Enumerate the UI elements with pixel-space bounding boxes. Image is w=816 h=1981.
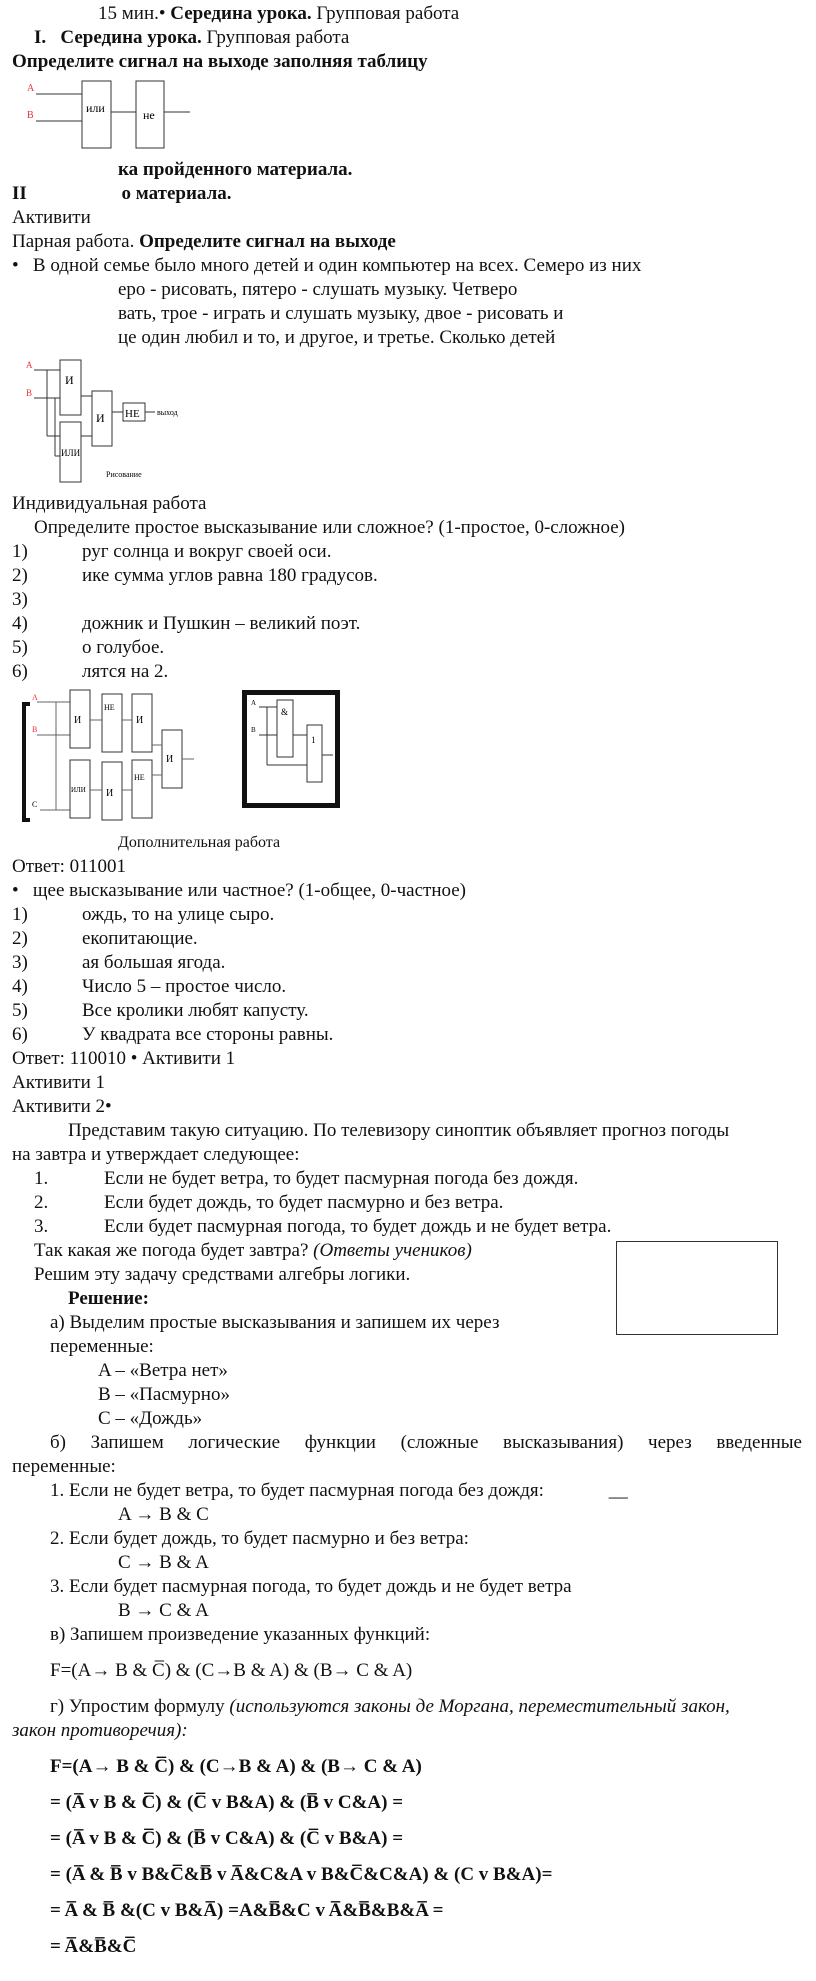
header-line (12, 2, 802, 26)
pair-work-label: Парная работа. (12, 231, 135, 252)
item-text: ая большая ягода. (82, 952, 226, 973)
derivation-step: = (A̅ v B & C̅) & (C̅ v B&A) & (B̅ v C&A) = (50, 1792, 404, 1813)
step-v: в) Запишем произведение указанных функций: (50, 1624, 431, 1645)
section-sub: Групповая работа (206, 27, 350, 48)
and-gate-label: И (74, 715, 82, 726)
item-number: 3. (34, 1216, 49, 1237)
extra-work-label: Дополнительная работа (118, 834, 281, 851)
formula: A → B & C (118, 1504, 209, 1525)
section-title: Середина урока. (170, 3, 312, 24)
bullet: • (158, 3, 166, 24)
roman-numeral: I. (34, 27, 47, 48)
activity-label: • Активити 1 (130, 1048, 236, 1069)
input-b-label: B (27, 110, 34, 121)
activity-label: Активити (12, 207, 91, 228)
forecast-item (12, 1215, 802, 1239)
item-number: 6) (12, 661, 28, 682)
item-text: ике сумма углов равна 180 градусов. (82, 565, 378, 586)
item-text: Все кролики любят капусту. (82, 1000, 309, 1021)
derivation-step: F=(A→ B & C̅) & (C→B & A) & (B→ C & A) (50, 1756, 422, 1777)
item-number: 1. (34, 1168, 49, 1189)
step-g-note: (используются законы де Моргана, переместительный закон, (229, 1696, 730, 1717)
question-text: Определите простое высказывание или сложное? (1-простое, 0-сложное) (34, 517, 625, 538)
variable-def: B – «Пасмурно» (98, 1384, 230, 1405)
problem-text: вать, трое - играть и слушать музыку, двое - рисовать и (118, 303, 564, 324)
item-text: Число 5 – простое число. (82, 976, 287, 997)
diagram-row-2 (22, 356, 802, 486)
problem-line-1 (12, 254, 802, 278)
weather-intro: Представим такую ситуацию. По телевизору синоптик объявляет прогноз погоды (68, 1120, 730, 1141)
list-item (12, 927, 802, 951)
step-g (12, 1695, 802, 1719)
derivation-step: = (A̅ v B & C̅) & (B̅ v C&A) & (C̅ v B&A) = (50, 1828, 404, 1849)
section-2-line (12, 182, 802, 206)
not-gate-label: НЕ (134, 773, 145, 782)
formula: C → B & A (118, 1552, 209, 1573)
list-item (12, 612, 802, 636)
empty-frame (616, 1241, 778, 1335)
pair-work-line (12, 230, 802, 254)
list-item (12, 999, 802, 1023)
item-text: екопитающие. (82, 928, 198, 949)
list-item (12, 660, 802, 684)
formula: B → C & A (118, 1600, 209, 1621)
diagram-row-1 (22, 80, 802, 152)
bullet: • (12, 255, 19, 276)
step-g-label: г) Упростим формулу (50, 1696, 230, 1717)
or-gate-label: или (86, 101, 105, 115)
function-1: 1. Если не будет ветра, то будет пасмурная погода без дождя: (50, 1480, 544, 1501)
function-2: 2. Если будет дождь, то будет пасмурно и без ветра: (50, 1528, 469, 1549)
list-item (12, 975, 802, 999)
question-text: щее высказывание или частное? (1-общее, 0-частное) (32, 880, 466, 901)
list-item (12, 903, 802, 927)
solution-title: Решение: (68, 1288, 149, 1309)
problem-text: В одной семье было много детей и один компьютер на всех. Семеро из них (32, 255, 642, 276)
logic-diagram-box (242, 690, 340, 808)
output-label: выход (157, 408, 178, 417)
item-text: руг солнца и вокруг своей оси. (82, 541, 332, 562)
and-gate-label: & (281, 707, 289, 717)
bullet: • (12, 880, 19, 901)
list-item (12, 636, 802, 660)
input-b-label: B (32, 725, 38, 734)
activity-label: Активити 2• (12, 1096, 112, 1117)
time-label: 15 мин. (98, 3, 159, 24)
input-c-label: C (32, 800, 38, 809)
not-gate-label: не (143, 108, 155, 122)
input-a-label: A (26, 360, 33, 370)
individual-work-title: Индивидуальная работа (12, 493, 207, 514)
not-gate-label: НЕ (104, 703, 115, 712)
item-number: 1) (12, 541, 28, 562)
not-gate-label: НЕ (125, 408, 140, 420)
solve-text: Решим эту задачу средствами алгебры логики. (34, 1264, 411, 1285)
answer-text: Ответ: 011001 (12, 856, 126, 877)
derivation-step: = A̅&B̅&C̅ (50, 1936, 137, 1957)
item-text: У квадрата все стороны равны. (82, 1024, 334, 1045)
or-gate-label: ИЛИ (71, 786, 86, 794)
and-gate-label: И (96, 411, 105, 425)
overline-mark: __ (608, 1480, 628, 1501)
item-number: 4) (12, 613, 28, 634)
section-sub: Групповая работа (316, 3, 460, 24)
problem-text: це один любил и то, и другое, и третье. Сколько детей (118, 327, 556, 348)
question-note: (Ответы учеников) (313, 1240, 472, 1261)
or-gate-label: 1 (311, 735, 316, 745)
item-number: 2. (34, 1192, 49, 1213)
answer-line (12, 1047, 802, 1071)
weather-intro: на завтра и утверждает следующее: (12, 1144, 300, 1165)
input-a-label: A (251, 699, 257, 707)
item-text: о голубое. (82, 637, 165, 658)
text-fragment: о материала. (121, 183, 232, 204)
question-text: Так какая же погода будет завтра? (34, 1240, 309, 1261)
item-text: лятся на 2. (82, 661, 169, 682)
item-text: ождь, то на улице сыро. (82, 904, 275, 925)
forecast-item (12, 1167, 802, 1191)
item-text: дожник и Пушкин – великий поэт. (82, 613, 361, 634)
derivation-step: = (A̅ & B̅ v B&C̅&B̅ v A̅&C&A v B&C̅&C&A) & (C v B&A)= (50, 1864, 553, 1885)
item-number: 3) (12, 952, 28, 973)
section-title: Середина урока. (60, 27, 202, 48)
list-item (12, 951, 802, 975)
and-gate-label: И (136, 715, 144, 726)
input-a-label: A (32, 693, 38, 702)
item-number: 6) (12, 1024, 28, 1045)
item-number: 2) (12, 565, 28, 586)
item-number: 3) (12, 589, 28, 610)
step-g-note: закон противоречия): (12, 1720, 188, 1741)
forecast-item (12, 1191, 802, 1215)
function-1-line (12, 1479, 802, 1503)
input-a-label: A (27, 83, 35, 94)
derivation-step: = A̅ & B̅ &(C v B&A̅) =A&B̅&C v A̅&B̅&B&A̅ = (50, 1900, 444, 1921)
input-b-label: B (251, 726, 256, 734)
logic-diagram-and-or-not (22, 356, 192, 486)
general-question-line (12, 879, 802, 903)
list-item (12, 540, 802, 564)
step-a: а) Выделим простые высказывания и запишем их через переменные: (50, 1312, 500, 1357)
list-item (12, 588, 802, 612)
list-item (12, 1023, 802, 1047)
text-fragment: ка пройденного материала. (118, 159, 353, 180)
and-gate-label: И (166, 754, 174, 765)
item-number: 4) (12, 976, 28, 997)
variable-def: A – «Ветра нет» (98, 1360, 228, 1381)
step-b: б) Запишем логические функции (сложные высказывания) через введенные (50, 1432, 802, 1453)
input-b-label: B (26, 388, 33, 398)
list-item (12, 564, 802, 588)
function-3: 3. Если будет пасмурная погода, то будет дождь и не будет ветра (50, 1576, 572, 1597)
task-1: Определите сигнал на выходе заполняя таблицу (12, 51, 428, 72)
section-heading-1 (12, 26, 802, 50)
step-b: переменные: (12, 1456, 116, 1477)
forecast-text: Если будет пасмурная погода, то будет дождь и не будет ветра. (104, 1216, 612, 1237)
problem-text: еро - рисовать, пятеро - слушать музыку. Четверо (118, 279, 518, 300)
variable-def: C – «Дождь» (98, 1408, 203, 1429)
roman-numeral: II (12, 183, 27, 204)
diagram-row-3 (22, 690, 802, 825)
item-number: 2) (12, 928, 28, 949)
logic-diagram-complex (22, 690, 202, 825)
forecast-text: Если будет дождь, то будет пасмурно и без ветра. (104, 1192, 504, 1213)
and-gate-label: И (65, 373, 74, 387)
answer-text: Ответ: 110010 (12, 1048, 126, 1069)
or-gate-label: ИЛИ (61, 448, 81, 458)
activity-label: Активити 1 (12, 1072, 106, 1093)
forecast-text: Если не будет ветра, то будет пасмурная погода без дождя. (104, 1168, 579, 1189)
and-gate-label: И (106, 788, 114, 799)
item-number: 5) (12, 1000, 28, 1021)
logic-diagram-or-not (22, 80, 197, 152)
item-number: 5) (12, 637, 28, 658)
pair-task: Определите сигнал на выходе (139, 231, 396, 252)
formula: F=(A→ B & C̅) & (C→B & A) & (B→ C & A) (50, 1660, 413, 1681)
diagram-caption: Рисование (106, 470, 142, 479)
logic-diagram-and-or (247, 695, 335, 803)
item-number: 1) (12, 904, 28, 925)
